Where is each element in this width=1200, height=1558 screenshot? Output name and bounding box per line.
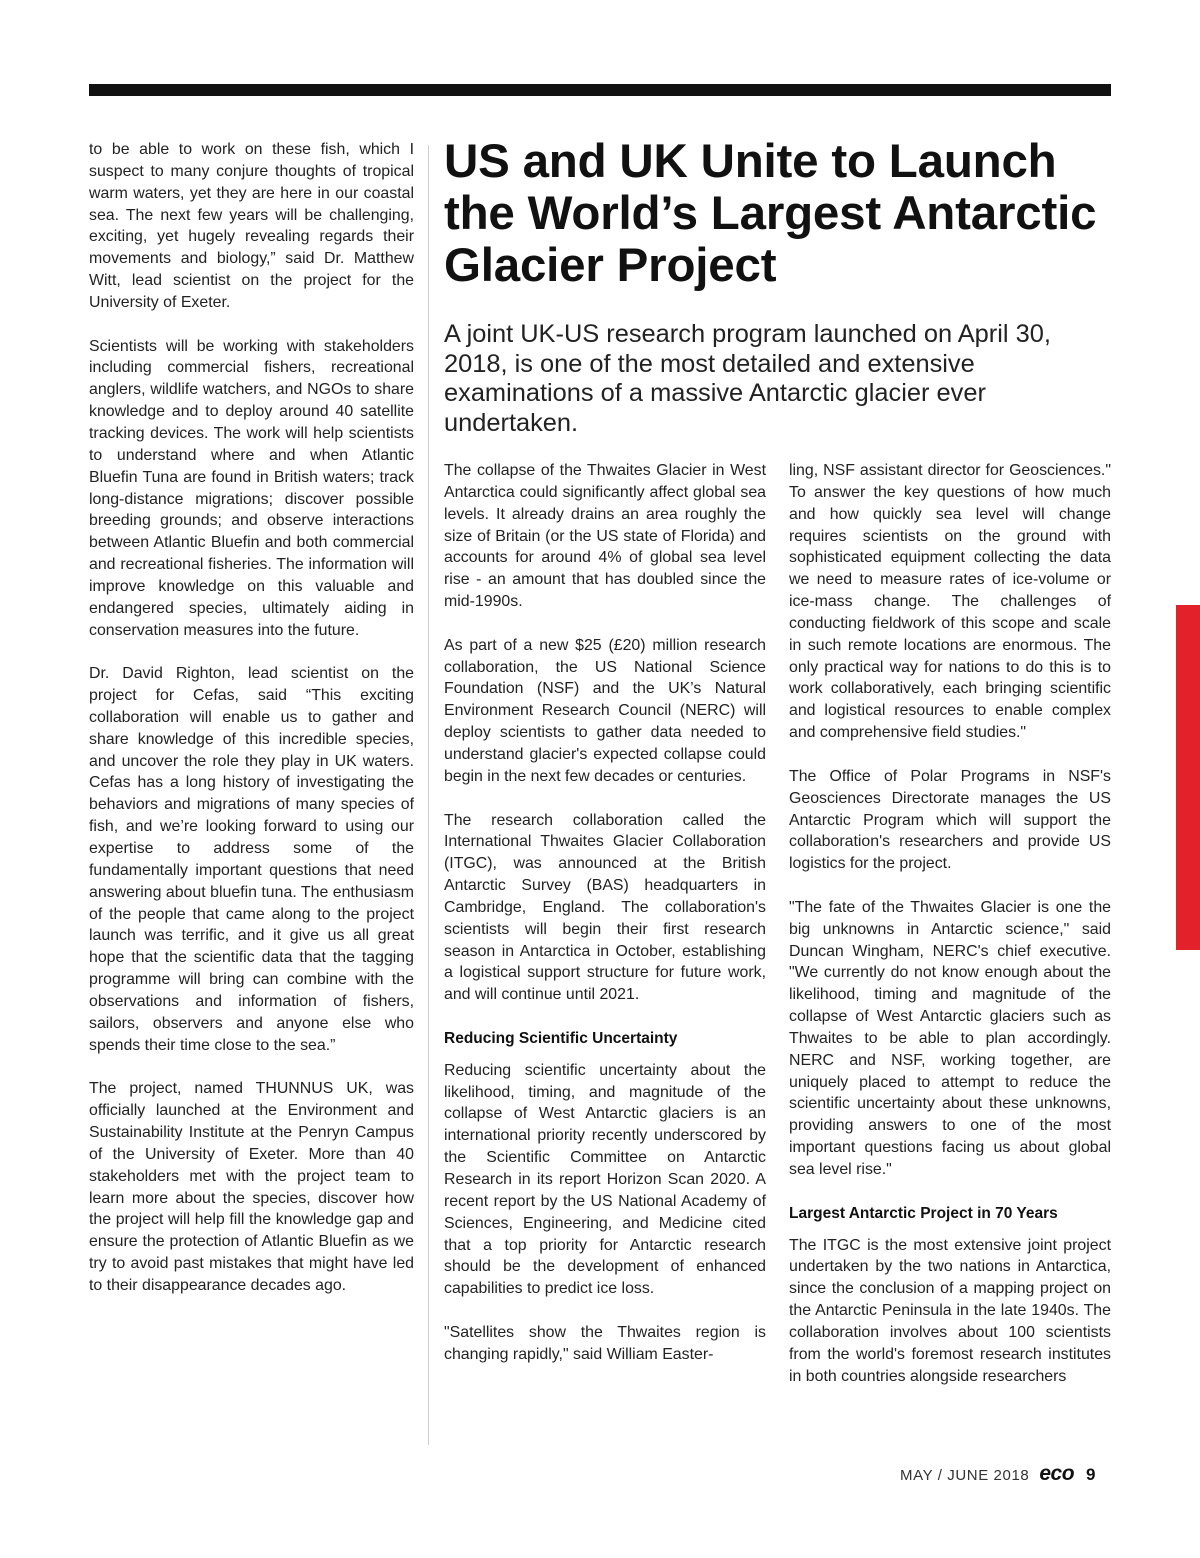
- left-paragraph-4: The project, named THUNNUS UK, was officially launched at the Environment and Sustainability Institute at the Penryn Campus of the University of Exeter. More than 40 stakeholders met with the project team to learn more about the species, discover how the project will help fill the knowledge gap and ensure the protection of Atlantic Bluefin as we try to avoid past mistakes that might have led to their disappearance decades ago.: [89, 1080, 414, 1294]
- right-paragraph-2: The Office of Polar Programs in NSF's Geosciences Directorate manages the US Antarctic Program which will support the collaboration's researchers and provide US logistics for the project.: [789, 767, 1111, 873]
- section-heading-largest-project: Largest Antarctic Project in 70 Years: [789, 1204, 1058, 1222]
- left-paragraph-3: Dr. David Righton, lead scientist on the project for Cefas, said “This exciting collaboration will enable us to gather and share knowledge of this incredible species, and uncover the role they play in UK waters. Cefas has a long history of investigating the behaviors and migrations of many species of fish, and we’re looking forward to using our expertise to address some of the fundamentally important questions that need answering about bluefin tuna. The enthusiasm of the people that came along to the project launch was terrific, and it give us all great hope that the scientific data that the tagging programme will bring can combine with the observations and information of fishers, sailors, observers and anyone else who spends their time close to the sea.”: [89, 665, 414, 1054]
- middle-paragraph-1: The collapse of the Thwaites Glacier in West Antarctica could significantly affect global sea levels. It already drains an area roughly the size of Britain (or the US state of Florida) and accounts for around 4% of global sea level rise - an amount that has doubled since the mid-1990s.: [444, 462, 766, 611]
- middle-paragraph-3: The research collaboration called the International Thwaites Glacier Collaboration (ITGC), was announced at the British Antarctic Survey (BAS) headquarters in Cambridge, England. The collaboration's scientists will begin their first research season in Antarctica in October, establishing a logistical support structure for future work, and will continue until 2021.: [444, 811, 766, 1004]
- magazine-logo: eco: [1039, 1462, 1075, 1485]
- middle-column: [444, 460, 766, 1366]
- right-paragraph-1: ling, NSF assistant director for Geosciences." To answer the key questions of how much and how quickly sea level will change requires scientists on the ground with sophisticated equipment collecting the data we need to measure rates of ice-volume or ice-mass change. The challenges of conducting fieldwork of this scope and scale in such remote locations are enormous. The only practical way for nations to do this is to work collaboratively, each bringing scientific and logistical resources to enable complex and comprehensive field studies.": [789, 462, 1111, 742]
- right-paragraph-3: "The fate of the Thwaites Glacier is one the big unknowns in Antarctic science," said Duncan Wingham, NERC's chief executive. "We currently do not know enough about the likelihood, timing and magnitude of the collapse of West Antarctic glaciers such as Thwaites to be able to plan accordingly. NERC and NSF, working together, are uniquely placed to attempt to reduce the scientific uncertainty about these unknowns, providing answers to one of the most important questions facing us about global sea level rise.": [789, 898, 1111, 1178]
- left-paragraph-2: Scientists will be working with stakeholders including commercial fishers, recreational anglers, wildlife watchers, and NGOs to share knowledge and to deploy around 40 satellite tracking devices. The work will help scientists to understand where and when Atlantic Bluefin Tuna are found in British waters; track long-distance migrations; discover possible breeding grounds; and observe interactions between Atlantic Bluefin and both commercial and recreational fisheries. The information will improve knowledge on this valuable and endangered species, ultimately aiding in conservation measures into the future.: [89, 337, 414, 639]
- middle-paragraph-2: As part of a new $25 (£20) million research collaboration, the US National Science Foundation (NSF) and the UK’s Natural Environment Research Council (NERC) will deploy scientists to gather data needed to understand glacier's expected collapse could begin in the next few decades or centuries.: [444, 636, 766, 785]
- right-column: [789, 460, 1111, 1387]
- middle-paragraph-4: Reducing scientific uncertainty about the likelihood, timing, and magnitude of the collapse of West Antarctic glaciers is an international priority recently underscored by the Scientific Committee on Antarctic Research in its report Horizon Scan 2020. A recent report by the US National Academy of Sciences, Engineering, and Medicine cited that a top priority for Antarctic research should be the development of enhanced capabilities to predict ice loss.: [444, 1061, 766, 1298]
- issue-date: MAY / JUNE 2018: [900, 1467, 1030, 1484]
- page-footer: [900, 1462, 1096, 1488]
- section-heading-reducing-uncertainty: Reducing Scientific Uncertainty: [444, 1029, 678, 1047]
- left-paragraph-1: to be able to work on these fish, which I suspect to many conjure thoughts of tropical warm waters, yet they are here in our coastal sea. The next few years will be challenging, exciting, yet hugely revealing regards their movements and biology,” said Dr. Matthew Witt, lead scientist on the project for the University of Exeter.: [89, 141, 414, 311]
- top-rule: [89, 84, 1111, 96]
- left-column: [89, 139, 414, 1297]
- red-edge-tab: [1176, 605, 1200, 950]
- article-deck: A joint UK-US research program launched on April 30, 2018, is one of the most detailed and extensive examinations of a massive Antarctic glacier ever undertaken.: [444, 320, 1051, 437]
- page-number: 9: [1086, 1465, 1096, 1484]
- article-headline: US and UK Unite to Launch the World’s Largest Antarctic Glacier Project: [444, 135, 1097, 292]
- column-divider: [428, 145, 429, 1445]
- middle-paragraph-5: "Satellites show the Thwaites region is changing rapidly," said William Easter-: [444, 1323, 766, 1363]
- right-paragraph-4: The ITGC is the most extensive joint project undertaken by the two nations in Antarctica, since the conclusion of a mapping project on the Antarctic Peninsula in the late 1940s. The collaboration involves about 100 scientists from the world's foremost research institutes in both countries alongside researchers: [789, 1236, 1111, 1385]
